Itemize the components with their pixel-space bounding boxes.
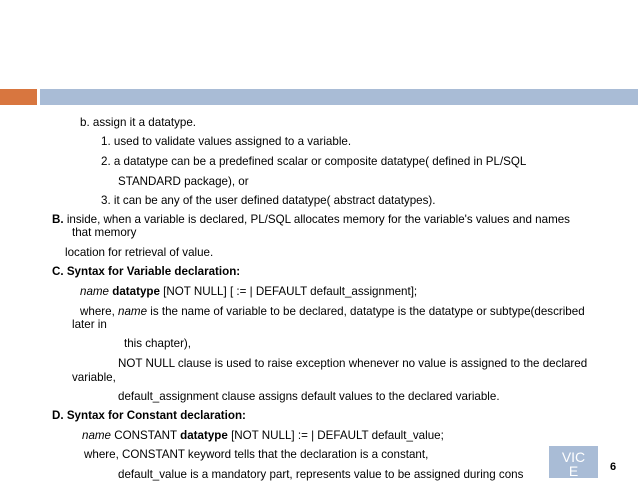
section-heading: C. Syntax for Variable declaration: [52, 265, 241, 278]
section-heading: D. Syntax for Constant declaration: [52, 409, 246, 422]
text-line [80, 305, 585, 319]
text-line: location for retrieval of value. [65, 246, 214, 259]
text-span: name [80, 285, 110, 298]
text-span: name [118, 305, 148, 318]
text-line: 3. it can be any of the user defined datatype( abstract datatypes). [101, 194, 436, 207]
text-line: STANDARD package), or [118, 175, 249, 188]
text-line: default_assignment clause assigns default values to the declared variable. [118, 390, 500, 403]
text-span: CONSTANT [111, 429, 181, 442]
text-line [52, 213, 570, 227]
text-line: that memory [72, 226, 137, 239]
text-line: default_value is a mandatory part, represents value to be assigned during cons [118, 468, 524, 481]
text-line: 1. used to validate values assigned to a variable. [101, 135, 352, 148]
footer-logo: VIC E [549, 446, 598, 478]
text-line: this chapter), [124, 337, 192, 350]
text-span: is the name of variable to be declared, datatype is the datatype or subtype(described [147, 305, 585, 318]
text-span: [NOT NULL] := | DEFAULT default_value; [227, 429, 444, 442]
text-line: NOT NULL clause is used to raise exception whenever no value is assigned to the declared [118, 357, 588, 370]
syntax-line [80, 285, 417, 299]
slide-number: 6 [610, 461, 617, 473]
text-span: where, [80, 305, 119, 318]
text-line: where, CONSTANT keyword tells that the declaration is a constant, [84, 448, 429, 461]
text-line: b. assign it a datatype. [80, 116, 197, 129]
text-line: later in [72, 318, 107, 331]
syntax-line [82, 429, 444, 443]
text-span: [NOT NULL] [ := | DEFAULT default_assignment]; [159, 285, 418, 298]
text-span: datatype [112, 285, 160, 298]
text-span: name [82, 429, 112, 442]
text-span: datatype [180, 429, 228, 442]
text-line: 2. a datatype can be a predefined scalar or composite datatype( defined in PL/SQL [101, 155, 527, 168]
text-span: inside, when a variable is declared, PL/SQL allocates memory for the variable's values and names [63, 213, 570, 226]
section-label: B. [52, 213, 64, 226]
text-line: variable, [72, 371, 116, 384]
